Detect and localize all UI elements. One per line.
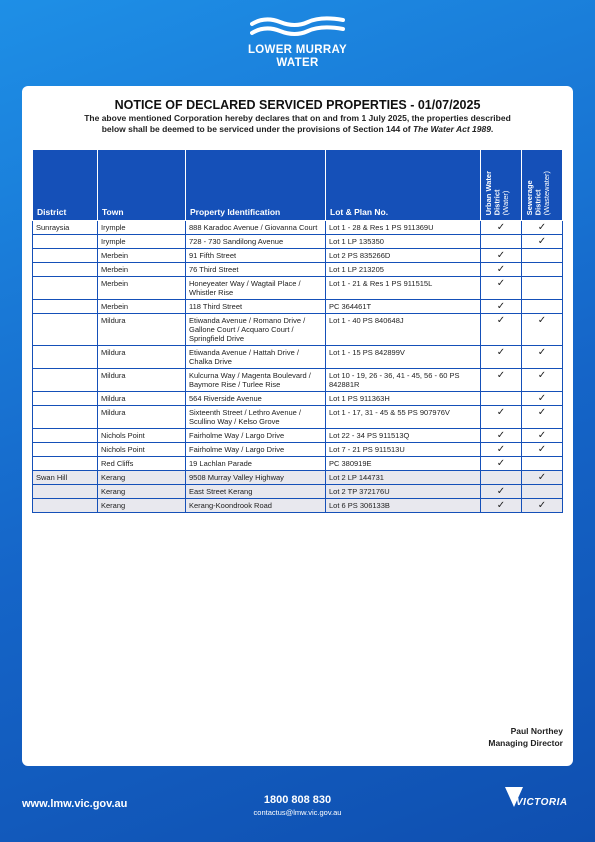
cell-water-tick [481,235,522,249]
cell-property: 564 Riverside Avenue [186,392,326,406]
cell-property: Etiwanda Avenue / Romano Drive / Gallone Court / Acquaro Court / Springfield Drive [186,314,326,346]
cell-town: Red Cliffs [98,457,186,471]
cell-town: Mildura [98,392,186,406]
cell-district [33,443,98,457]
cell-property: Kulcurna Way / Magenta Boulevard / Baymore Rise / Turlee Rise [186,369,326,392]
cell-sewer-tick: ✓ [522,314,563,346]
cell-sewer-tick: ✓ [522,406,563,429]
cell-property: Etiwanda Avenue / Hattah Drive / Chalka Drive [186,346,326,369]
phone-number[interactable]: 1800 808 830 [263,794,332,806]
table-row [33,221,563,235]
header [0,0,595,85]
signatory-role: Managing Director [488,738,563,748]
cell-town: Irymple [98,235,186,249]
cell-water-tick: ✓ [481,406,522,429]
cell-property: 118 Third Street [186,300,326,314]
table-row [33,249,563,263]
cell-sewer-tick [522,263,563,277]
cell-lot-plan: Lot 2 PS 835266D [326,249,481,263]
signatory-name: Paul Northey [510,726,563,736]
cell-sewer-tick: ✓ [522,346,563,369]
cell-sewer-tick: ✓ [522,429,563,443]
cell-town: Kerang [98,471,186,485]
table-row [33,346,563,369]
cell-water-tick: ✓ [481,314,522,346]
cell-water-tick: ✓ [481,277,522,300]
header-sewer-line3: (Wastewater) [542,170,551,215]
cell-district [33,457,98,471]
cell-property: Sixteenth Street / Lethro Avenue / Scullino Way / Kelso Grove [186,406,326,429]
cell-sewer-tick [522,300,563,314]
header-sewer-line2: District [533,189,543,215]
cell-sewer-tick: ✓ [522,471,563,485]
cell-water-tick: ✓ [481,221,522,235]
cell-lot-plan: Lot 1 - 17, 31 - 45 & 55 PS 907976V [326,406,481,429]
notice-intro [32,113,563,135]
cell-district [33,235,98,249]
cell-town: Mildura [98,406,186,429]
cell-district [33,499,98,513]
table-row [33,300,563,314]
intro-act-name: The Water Act 1989 [412,124,491,134]
cell-town: Kerang [98,499,186,513]
cell-district [33,346,98,369]
cell-town: Merbein [98,263,186,277]
cell-town: Mildura [98,346,186,369]
header-water-line1: Urban Water [484,170,493,215]
notice-title: NOTICE OF DECLARED SERVICED PROPERTIES - 01/07/2025 [114,98,481,112]
table-row [33,429,563,443]
table-row [33,499,563,513]
website-link[interactable]: www.lmw.vic.gov.au [22,798,128,810]
water-waves-icon [250,16,345,40]
cell-sewer-tick: ✓ [522,235,563,249]
header-sewer-line1: Sewerage [525,179,534,215]
cell-lot-plan: Lot 1 - 40 PS 840648J [326,314,481,346]
org-name-line2: WATER [276,57,319,69]
cell-town: Mildura [98,314,186,346]
cell-property: Fairholme Way / Largo Drive [186,429,326,443]
cell-property: East Street Kerang [186,485,326,499]
org-name [0,44,595,70]
intro-period: . [490,124,494,134]
cell-water-tick: ✓ [481,249,522,263]
cell-town: Kerang [98,485,186,499]
cell-district [33,263,98,277]
cell-property: 19 Lachlan Parade [186,457,326,471]
cell-sewer-tick [522,277,563,300]
cell-town: Irymple [98,221,186,235]
cell-property: 9508 Murray Valley Highway [186,471,326,485]
cell-lot-plan: Lot 1 LP 135350 [326,235,481,249]
cell-lot-plan: Lot 6 PS 306133B [326,499,481,513]
cell-lot-plan: Lot 2 TP 372176U [326,485,481,499]
table-row [33,471,563,485]
table-body [33,221,563,513]
cell-sewer-tick: ✓ [522,499,563,513]
cell-district [33,485,98,499]
table-row [33,392,563,406]
cell-sewer-tick: ✓ [522,221,563,235]
cell-water-tick: ✓ [481,369,522,392]
cell-town: Merbein [98,249,186,263]
intro-line2: below shall be deemed to be serviced under the provisions of Section 144 of [101,124,413,134]
cell-property: Kerang-Koondrook Road [186,499,326,513]
signature-block [488,725,563,749]
cell-town: Merbein [98,277,186,300]
cell-lot-plan: Lot 1 - 15 PS 842899V [326,346,481,369]
cell-water-tick: ✓ [481,300,522,314]
cell-sewer-tick: ✓ [522,369,563,392]
cell-water-tick: ✓ [481,263,522,277]
cell-sewer-tick: ✓ [522,443,563,457]
cell-water-tick [481,471,522,485]
cell-water-tick [481,392,522,406]
cell-town: Nichols Point [98,429,186,443]
notice-card [22,86,573,766]
cell-lot-plan: Lot 7 - 21 PS 911513U [326,443,481,457]
table-row [33,235,563,249]
table-row [33,263,563,277]
cell-district [33,429,98,443]
cell-town: Nichols Point [98,443,186,457]
header-district: District [33,150,98,221]
cell-district [33,369,98,392]
header-lot-plan: Lot & Plan No. [326,150,481,221]
cell-property: Fairholme Way / Largo Drive [186,443,326,457]
cell-district [33,392,98,406]
header-urban-water [481,150,522,221]
table-row [33,314,563,346]
cell-property: 91 Fifth Street [186,249,326,263]
table-row [33,485,563,499]
cell-water-tick: ✓ [481,499,522,513]
cell-lot-plan: Lot 10 - 19, 26 - 36, 41 - 45, 56 - 60 PS 842881R [326,369,481,392]
cell-property: 76 Third Street [186,263,326,277]
cell-lot-plan: Lot 1 LP 213205 [326,263,481,277]
intro-line1: The above mentioned Corporation hereby declares that on and from 1 July 2025, the properties described [84,113,511,123]
cell-sewer-tick [522,249,563,263]
cell-lot-plan: Lot 22 - 34 PS 911513Q [326,429,481,443]
header-water-line2: District [492,189,502,215]
cell-district [33,406,98,429]
header-sewerage [522,150,563,221]
cell-district [33,249,98,263]
cell-district: Swan Hill [33,471,98,485]
cell-district [33,277,98,300]
cell-lot-plan: PC 364461T [326,300,481,314]
cell-water-tick: ✓ [481,457,522,471]
cell-water-tick: ✓ [481,443,522,457]
victoria-logo-text: VICTORIA [516,797,568,808]
cell-town: Mildura [98,369,186,392]
cell-water-tick: ✓ [481,346,522,369]
table-row [33,457,563,471]
email-link[interactable]: contactus@lmw.vic.gov.au [253,808,342,817]
table-row [33,369,563,392]
table-header-row [33,150,563,221]
org-name-line1: LOWER MURRAY [247,44,347,56]
cell-property: Honeyeater Way / Wagtail Place / Whistler Rise [186,277,326,300]
cell-lot-plan: Lot 1 - 28 & Res 1 PS 911369U [326,221,481,235]
cell-lot-plan: Lot 1 - 21 & Res 1 PS 911515L [326,277,481,300]
table-row [33,443,563,457]
header-water-line3: (Water) [501,190,510,215]
properties-table [32,149,563,513]
cell-sewer-tick: ✓ [522,392,563,406]
cell-sewer-tick [522,485,563,499]
cell-district [33,314,98,346]
table-row [33,406,563,429]
cell-property: 728 - 730 Sandilong Avenue [186,235,326,249]
cell-water-tick: ✓ [481,485,522,499]
cell-property: 888 Karadoc Avenue / Giovanna Court [186,221,326,235]
cell-lot-plan: PC 380919E [326,457,481,471]
header-town: Town [98,150,186,221]
cell-district [33,300,98,314]
cell-lot-plan: Lot 1 PS 911363H [326,392,481,406]
cell-town: Merbein [98,300,186,314]
cell-sewer-tick [522,457,563,471]
header-property: Property Identification [186,150,326,221]
cell-district: Sunraysia [33,221,98,235]
cell-water-tick: ✓ [481,429,522,443]
cell-lot-plan: Lot 2 LP 144731 [326,471,481,485]
table-row [33,277,563,300]
